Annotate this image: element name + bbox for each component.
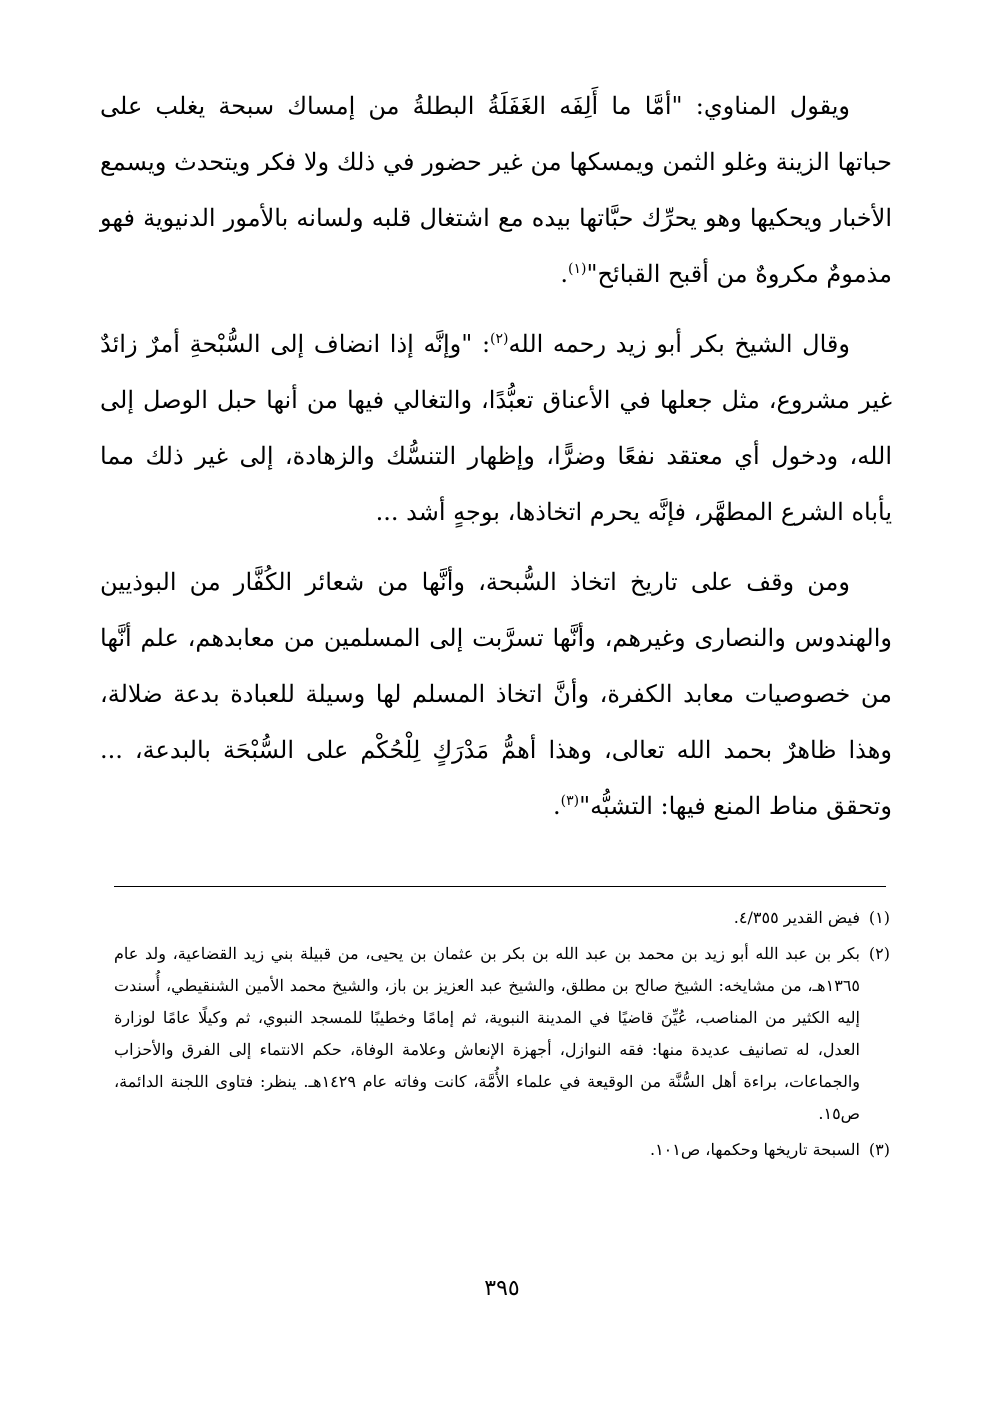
footnote-3 bbox=[114, 1134, 890, 1166]
page-number: ٣٩٥ bbox=[484, 1276, 520, 1301]
footnote-separator bbox=[114, 886, 886, 887]
paragraph-3-text: ومن وقف على تاريخ اتخاذ السُّبحة، وأنَّها من شعائر الكُفَّار من البوذيين والهندوس والنصارى وغيرهم، وأنَّها تسرَّبت إلى المسلمين من معابدهم، علم أنَّها من خصوصيات معابد الكفرة، وأنَّ اتخاذ المسلم لها وسيلة للعبادة بدعة ضلالة، وهذا ظاهرٌ بحمد الله تعالى، وهذا أهمُّ مَدْرَكٍ لِلْحُكْم على السُّبْحَة بالبدعة، ... وتحقق مناط المنع فيها: التشبُّه" bbox=[100, 568, 892, 820]
paragraph-2 bbox=[100, 316, 892, 540]
main-text bbox=[100, 78, 892, 834]
footnote-ref-1[interactable]: (١) bbox=[568, 261, 587, 277]
paragraph-2-end: : "وإنَّه إذا انضاف إلى السُّبْحةِ أمرٌ زائدٌ غير مشروع، مثل جعلها في الأعناق تعبُّدًا، والتغالي فيها من أنها حبل الوصل إلى الله، ودخول أي معتقد نفعًا وضرًّا، وإظهار التنسُّك والزهادة، إلى غير ذلك مما يأباه الشرع المطهَّر، فإنَّه يحرم اتخاذها، بوجهٍ أشد ... bbox=[100, 330, 892, 526]
footnote-text: فيض القدير ٤/٣٥٥. bbox=[733, 908, 860, 927]
footnote-text: بكر بن عبد الله أبو زيد بن محمد بن عبد الله بن بكر بن عثمان بن يحيى، من قبيلة بني زيد القضاعية، ولد عام ١٣٦٥هـ، من مشايخه: الشيخ صالح بن مطلق، والشيخ عبد العزيز بن باز، والشيخ محمد الأمين الشنقيطي، أُسندت إليه الكثير من المناصب، عُيِّنَ قاضيًا في المدينة النبوية، ثم إمامًا وخطيبًا للمسجد النبوي، ثم وكيلًا عامًا لوزارة العدل، له تصانيف عديدة منها: فقه النوازل، أجهزة الإنعاش وعلامة الوفاة، حكم الانتماء إلى الفرق والأحزاب والجماعات، براءة أهل السُّنَّة من الوقيعة في علماء الأُمَّة، كانت وفاته عام ١٤٢٩هـ. ينظر: فتاوى اللجنة الدائمة، ص١٥. bbox=[114, 944, 861, 1123]
page-body bbox=[100, 78, 892, 848]
paragraph-3 bbox=[100, 554, 892, 834]
footnote-ref-2[interactable]: (٢) bbox=[490, 331, 509, 347]
footnote-text: السبحة تاريخها وحكمها، ص١٠١. bbox=[649, 1140, 860, 1159]
paragraph-1-text: ويقول المناوي: "أمَّا ما أَلِفَه الغَفَلَةُ البطلةُ من إمساك سبحة يغلب على حباتها الزينة وغلو الثمن ويمسكها من غير حضور في ذلك ولا فكر ويتحدث ويسمع الأخبار ويحكيها وهو يحرِّك حبَّاتها بيده مع اشتغال قلبه ولسانه بالأمور الدنيوية فهو مذمومٌ مكروهٌ من أقبح القبائح" bbox=[100, 92, 892, 288]
footnote-1 bbox=[114, 902, 890, 934]
footnote-number: (٢) bbox=[868, 944, 890, 963]
footnote-number: (٣) bbox=[868, 1140, 890, 1159]
footnotes bbox=[114, 902, 890, 1170]
paragraph-1 bbox=[100, 78, 892, 302]
footnote-number: (١) bbox=[868, 908, 890, 927]
paragraph-3-end: . bbox=[553, 792, 561, 820]
footnote-2 bbox=[114, 938, 890, 1130]
paragraph-1-end: . bbox=[560, 260, 569, 288]
footnote-ref-3[interactable]: (٣) bbox=[560, 793, 580, 809]
paragraph-2-text: وقال الشيخ بكر أبو زيد رحمه الله bbox=[508, 330, 850, 358]
